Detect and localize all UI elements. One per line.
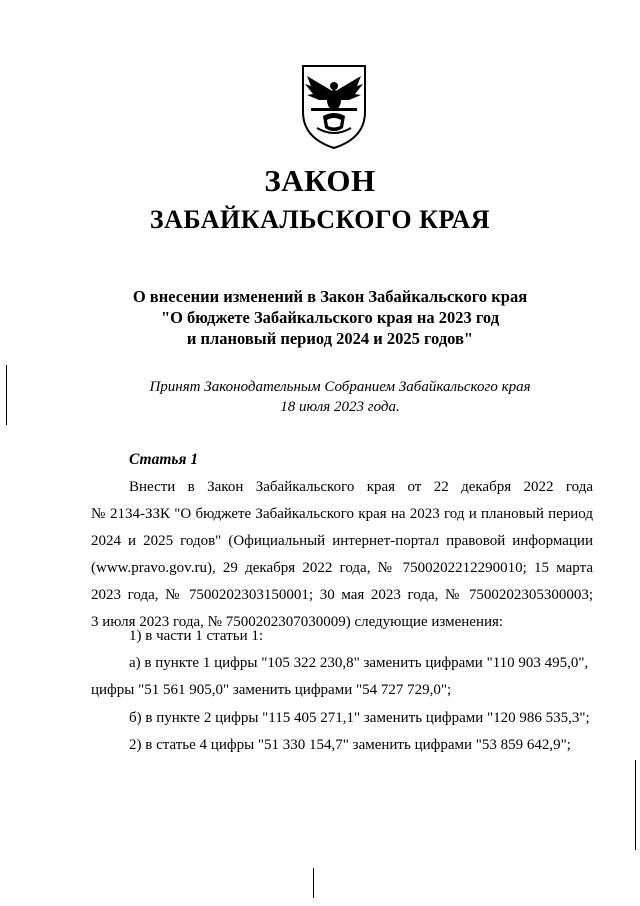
coat-of-arms-icon <box>297 62 371 150</box>
paragraph-line: 2023 года, № 7500202303150001; 30 мая 2023 года, № 7500202305300003; <box>91 587 593 603</box>
subtitle-line: "О бюджете Забайкальского края на 2023 год <box>160 308 500 327</box>
scan-artifact <box>6 365 7 425</box>
scan-artifact <box>635 760 636 850</box>
list-item: б) в пункте 2 цифры "115 405 271,1" заменить цифрами "120 986 535,3"; <box>129 710 590 726</box>
subtitle-line: и плановый период 2024 и 2025 годов" <box>186 329 474 348</box>
list-item: 1) в части 1 статьи 1: <box>129 628 264 644</box>
adoption-line: Принят Законодательным Собранием Забайкальского края <box>149 379 531 395</box>
paragraph-line: 2024 и 2025 годов" (Официальный интернет-портал правовой информации <box>91 533 593 549</box>
adoption-note <box>90 377 590 417</box>
document-title: ЗАКОН <box>264 163 376 198</box>
document-region-title: ЗАБАЙКАЛЬСКОГО КРАЯ <box>149 205 491 234</box>
adoption-date: 18 июля 2023 года. <box>280 399 400 415</box>
document-subtitle <box>90 286 570 349</box>
list-item: 2) в статье 4 цифры "51 330 154,7" заменить цифрами "53 859 642,9"; <box>129 737 571 753</box>
list-item: а) в пункте 1 цифры "105 322 230,8" заменить цифрами "110 903 495,0", <box>129 655 589 671</box>
paragraph-line: № 2134-ЗЗК "О бюджете Забайкальского края на 2023 год и плановый период <box>91 506 593 522</box>
list-item-continuation: цифры "51 561 905,0" заменить цифрами "54 727 729,0"; <box>91 682 452 698</box>
paragraph-line: 3 июля 2023 года, № 7500202307030009) следующие изменения: <box>91 614 504 630</box>
article-intro-paragraph <box>91 474 593 636</box>
paragraph-line: Внести в Закон Забайкальского края от 22 декабря 2022 года <box>129 479 593 495</box>
article-heading: Статья 1 <box>129 451 199 468</box>
subtitle-line: О внесении изменений в Закон Забайкальского края <box>132 287 528 306</box>
paragraph-line: (www.pravo.gov.ru), 29 декабря 2022 года, № 7500202212290010; 15 марта <box>91 560 593 576</box>
scan-artifact <box>313 868 314 898</box>
